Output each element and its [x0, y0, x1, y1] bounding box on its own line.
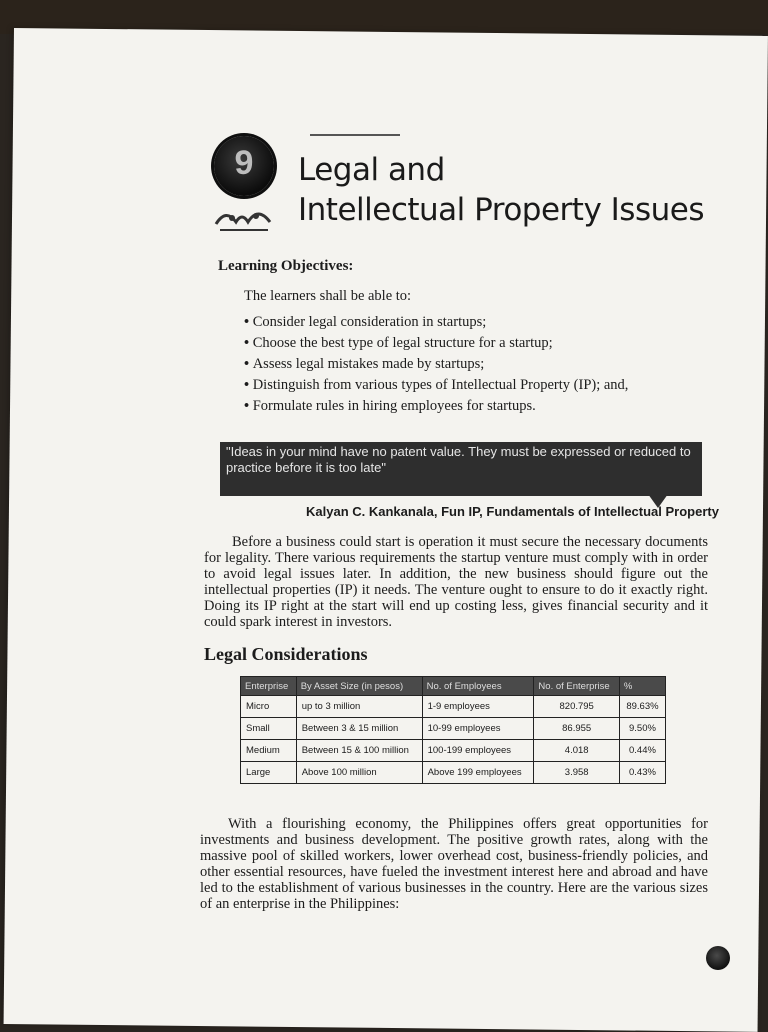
- table-header-row: [241, 677, 666, 696]
- table-cell: Micro: [241, 696, 297, 718]
- table-header-cell: No. of Employees: [422, 677, 534, 696]
- table-header-cell: By Asset Size (in pesos): [296, 677, 422, 696]
- table-cell: Above 199 employees: [422, 762, 534, 784]
- closing-paragraph-text: With a flourishing economy, the Philippines offers great opportunities for investments and business development. The positive growth rates, along with the massive pool of skilled workers, lower overhead cost, business-friendly policies, and other essential resources, have fueled the investment interest here and abroad and have led to the establishment of various businesses in the country. Here are the various sizes of an enterprise in the Philippines:: [200, 816, 708, 912]
- intro-paragraph: [204, 534, 708, 630]
- table-cell: 4.018: [534, 740, 620, 762]
- table-header-cell: %: [619, 677, 665, 696]
- header-rule: [310, 134, 400, 136]
- objective-item: • Distinguish from various types of Intellectual Property (IP); and,: [244, 375, 628, 396]
- enterprise-size-table: [240, 676, 666, 784]
- section-heading: Legal Considerations: [204, 644, 368, 664]
- table-cell: Small: [241, 718, 297, 740]
- table-cell: Large: [241, 762, 297, 784]
- table-cell: 9.50%: [619, 718, 665, 740]
- intro-paragraph-text: Before a business could start is operation it must secure the necessary documents for legality. There various requirements the startup venture must comply with in order to avoid legal issues later. In addition, the new business should figure out the intellectual properties (IP) it needs. The venture ought to ensure to do it exactly right. Doing its IP right at the start will end up costing less, gives financial security and it could spark interest in investors.: [204, 534, 708, 630]
- page-number-ornament-icon: [706, 946, 730, 970]
- table-row: [241, 696, 666, 718]
- table-cell: 820.795: [534, 696, 620, 718]
- table-cell: 0.43%: [619, 762, 665, 784]
- chapter-title: [298, 150, 704, 230]
- objective-item: • Formulate rules in hiring employees for startups.: [244, 396, 628, 417]
- chapter-badge: [214, 136, 274, 196]
- decorative-ornament-icon: [212, 204, 276, 234]
- objectives-heading: Learning Objectives:: [218, 258, 354, 274]
- table-cell: Between 3 & 15 million: [296, 718, 422, 740]
- objective-item: • Consider legal consideration in startups;: [244, 312, 628, 333]
- table-cell: Above 100 million: [296, 762, 422, 784]
- objectives-list: [244, 312, 628, 417]
- quote-box: [220, 442, 702, 496]
- objectives-intro: The learners shall be able to:: [244, 288, 412, 304]
- table-cell: 1-9 employees: [422, 696, 534, 718]
- objective-item: • Assess legal mistakes made by startups;: [244, 354, 628, 375]
- table-row: [241, 740, 666, 762]
- objective-item: • Choose the best type of legal structure for a startup;: [244, 333, 628, 354]
- table-cell: Between 15 & 100 million: [296, 740, 422, 762]
- chapter-number: 9: [234, 144, 254, 182]
- table-cell: 10-99 employees: [422, 718, 534, 740]
- quote-text: "Ideas in your mind have no patent value. They must be expressed or reduced to practice before it is too late": [226, 444, 691, 475]
- table-header-cell: Enterprise: [241, 677, 297, 696]
- table-cell: 86.955: [534, 718, 620, 740]
- table-cell: 89.63%: [619, 696, 665, 718]
- table-header-cell: No. of Enterprise: [534, 677, 620, 696]
- table-row: [241, 718, 666, 740]
- table-cell: 0.44%: [619, 740, 665, 762]
- quote-attribution: Kalyan C. Kankanala, Fun IP, Fundamentals of Intellectual Property: [306, 504, 719, 519]
- chapter-title-line1: Legal and: [298, 152, 445, 188]
- table-row: [241, 762, 666, 784]
- table-cell: up to 3 million: [296, 696, 422, 718]
- table-cell: 100-199 employees: [422, 740, 534, 762]
- table-cell: Medium: [241, 740, 297, 762]
- table-cell: 3.958: [534, 762, 620, 784]
- chapter-title-line2: Intellectual Property Issues: [298, 192, 704, 228]
- closing-paragraph: [200, 816, 708, 912]
